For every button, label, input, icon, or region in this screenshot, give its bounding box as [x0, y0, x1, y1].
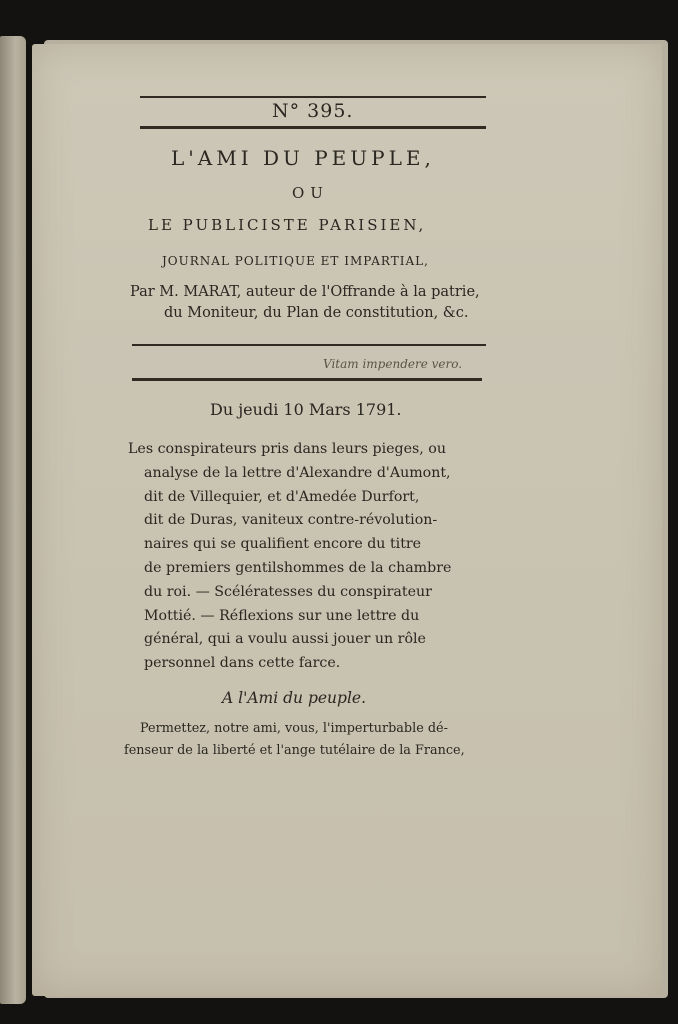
issue-number: N° 395.: [272, 100, 354, 122]
masthead-rule: [140, 126, 486, 129]
summary-line: naires qui se qualifient encore du titre: [144, 536, 422, 553]
letter-salutation: A l'Ami du peuple.: [222, 689, 367, 707]
byline-line-2: du Moniteur, du Plan de constitution, &c.: [164, 305, 469, 321]
article-summary: [128, 438, 484, 676]
top-rule: [140, 96, 486, 98]
summary-line: dit de Duras, vaniteux contre-révolution-: [144, 512, 438, 529]
summary-line: général, qui a voulu aussi jouer un rôle: [144, 631, 426, 648]
issue-date: Du jeudi 10 Mars 1791.: [210, 400, 402, 419]
byline-line-1: Par M. MARAT, auteur de l'Offrande à la patrie,: [130, 284, 480, 300]
epigraph-top-rule: [132, 344, 486, 346]
newspaper-title: L'AMI DU PEUPLE,: [171, 146, 435, 170]
summary-line: Mottié. — Réflexions sur une lettre du: [144, 607, 420, 624]
epigraph: Vitam impendere vero.: [323, 357, 463, 371]
previous-page-edge: [0, 36, 26, 1004]
letter-body: [124, 718, 484, 762]
summary-line: de premiers gentilshommes de la chambre: [144, 559, 452, 576]
summary-line: Les conspirateurs pris dans leurs pieges, ou: [128, 441, 446, 457]
letter-line: fenseur de la liberté et l'ange tutélaire de la France,: [124, 743, 465, 758]
epigraph-bottom-rule: [132, 378, 482, 381]
summary-line: du roi. — Scélératesses du conspirateur: [144, 583, 432, 600]
journal-description: JOURNAL POLITIQUE ET IMPARTIAL,: [162, 254, 429, 268]
summary-line: dit de Villequier, et d'Amedée Durfort,: [144, 488, 420, 505]
letter-line: Permettez, notre ami, vous, l'imperturbable dé-: [140, 721, 448, 736]
newspaper-subtitle: LE PUBLICISTE PARISIEN,: [148, 216, 427, 234]
summary-line: analyse de la lettre d'Alexandre d'Aumont,: [144, 464, 451, 481]
summary-line: personnel dans cette farce.: [144, 655, 341, 672]
title-conjunction: OU: [292, 184, 329, 202]
